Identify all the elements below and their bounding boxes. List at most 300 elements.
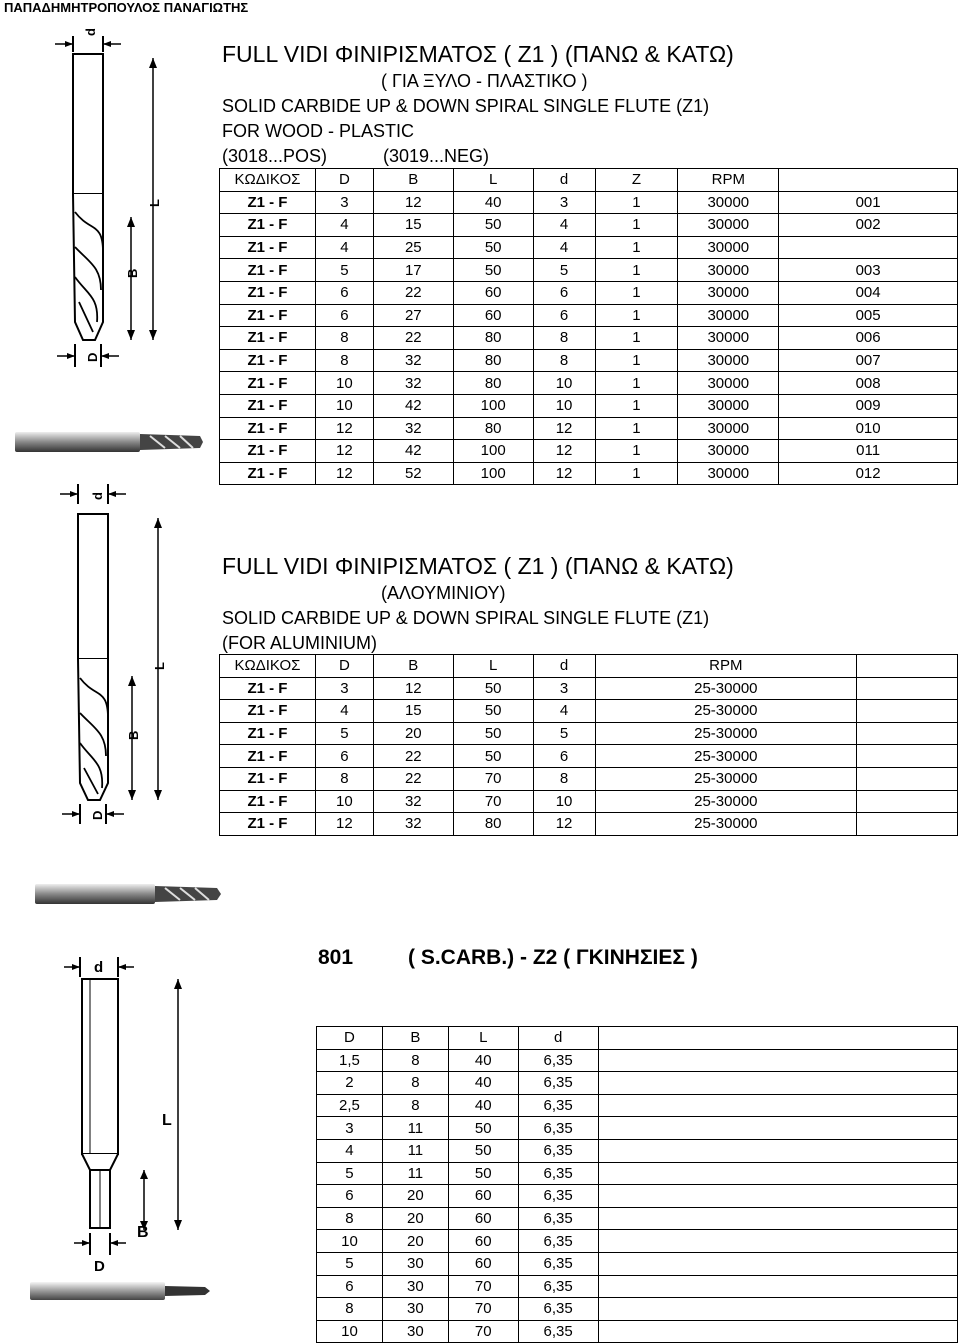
table-cell: 30000 [678, 462, 779, 485]
table-cell: 30000 [678, 281, 779, 304]
table-cell: 30 [382, 1320, 448, 1343]
table-cell: 4 [533, 700, 595, 723]
table-cell: 12 [533, 813, 595, 836]
table-cell: Z1 - F [220, 259, 316, 282]
table-row [317, 1298, 958, 1321]
section2-line1: SOLID CARBIDE UP & DOWN SPIRAL SINGLE FLUTE (Z1) [222, 608, 710, 628]
table-row [220, 281, 958, 304]
page-header: ΠΑΠΑΔΗΜΗΤΡΟΠΟΥΛΟΣ ΠΑΝΑΓΙΩΤΗΣ [4, 0, 249, 15]
table-row [220, 349, 958, 372]
table-cell: 6,35 [518, 1072, 598, 1095]
table-cell: 25-30000 [595, 677, 857, 700]
section1-subtitle: ( ΓΙΑ ΞΥΛΟ - ΠΛΑΣΤΙΚΟ ) [381, 71, 588, 91]
table-cell: 30 [382, 1275, 448, 1298]
table-cell: 4 [533, 214, 595, 237]
column-header: d [533, 655, 595, 678]
table-cell: 12 [315, 813, 373, 836]
table-cell: 80 [453, 327, 533, 350]
table-cell: 6,35 [518, 1207, 598, 1230]
table-cell: 30000 [678, 236, 779, 259]
table-row [220, 700, 958, 723]
table-cell: 1 [595, 236, 678, 259]
section2-table [219, 654, 958, 836]
table-cell: 8 [317, 1207, 383, 1230]
table-cell: 3 [315, 191, 373, 214]
label-D-3: D [94, 1258, 105, 1275]
label-B-3: B [137, 1224, 149, 1241]
table-cell: 1 [595, 281, 678, 304]
column-header: ΚΩΔΙΚΟΣ [220, 169, 316, 192]
table-cell: 10 [315, 372, 373, 395]
table-cell: 60 [453, 304, 533, 327]
section2-line2: (FOR ALUMINIUM) [222, 633, 377, 653]
table-cell: 20 [382, 1230, 448, 1253]
table-cell: 8 [382, 1049, 448, 1072]
table-cell: 8 [533, 349, 595, 372]
table-cell: 10 [533, 394, 595, 417]
label-d: d [83, 28, 98, 36]
table-cell: 50 [453, 745, 533, 768]
section1-line1: SOLID CARBIDE UP & DOWN SPIRAL SINGLE FLUTE (Z1) [222, 96, 710, 116]
router-bit-photo-2 [35, 880, 225, 910]
table-cell: Z1 - F [220, 214, 316, 237]
table-cell: 1 [595, 304, 678, 327]
label-L-3: L [162, 1112, 172, 1129]
table-row [317, 1230, 958, 1253]
table-row [317, 1320, 958, 1343]
table-row [317, 1252, 958, 1275]
table-cell: 50 [448, 1162, 518, 1185]
table-cell: 25-30000 [595, 745, 857, 768]
table-cell: 50 [453, 259, 533, 282]
table-cell: 30 [382, 1298, 448, 1321]
table-row [220, 191, 958, 214]
table-cell: 100 [453, 440, 533, 463]
table-cell: 3 [317, 1117, 383, 1140]
label-D: D [85, 352, 100, 362]
table-header-row [317, 1027, 958, 1050]
column-header: ΚΩΔΙΚΟΣ [220, 655, 316, 678]
table-cell: Z1 - F [220, 349, 316, 372]
table-cell: 42 [373, 394, 453, 417]
table-row [220, 417, 958, 440]
table-cell [857, 813, 958, 836]
table-cell: 17 [373, 259, 453, 282]
table-row [317, 1117, 958, 1140]
table-row [220, 327, 958, 350]
label-B: B [125, 268, 140, 278]
table-cell: 12 [315, 462, 373, 485]
table-cell: 4 [315, 214, 373, 237]
table-cell: 25-30000 [595, 813, 857, 836]
router-bit-drawing-3 [60, 955, 200, 1275]
table-cell: 32 [373, 349, 453, 372]
table-cell: 2,5 [317, 1094, 383, 1117]
table-cell: 012 [779, 462, 958, 485]
router-bit-drawing-1 [45, 22, 165, 382]
column-header: B [373, 655, 453, 678]
table-cell [598, 1298, 957, 1321]
table-row [317, 1162, 958, 1185]
column-header: RPM [595, 655, 857, 678]
table-cell: 32 [373, 372, 453, 395]
table-cell: 6,35 [518, 1252, 598, 1275]
table-cell: 8 [533, 327, 595, 350]
table-cell: 6 [315, 304, 373, 327]
table-cell: 009 [779, 394, 958, 417]
table-cell: 22 [373, 281, 453, 304]
table-cell: 50 [453, 677, 533, 700]
table-cell: Z1 - F [220, 304, 316, 327]
table-cell: 1 [595, 462, 678, 485]
table-cell: 30 [382, 1252, 448, 1275]
table-cell: 6,35 [518, 1275, 598, 1298]
table-cell: 22 [373, 767, 453, 790]
column-header: d [533, 169, 595, 192]
table-cell: 10 [315, 790, 373, 813]
router-bit-photo-1 [15, 428, 205, 458]
table-cell: 30000 [678, 372, 779, 395]
table-cell [598, 1185, 957, 1208]
label-d-2: d [90, 492, 105, 500]
table-cell: 1 [595, 440, 678, 463]
table-cell: 80 [453, 417, 533, 440]
table-cell: 10 [317, 1230, 383, 1253]
column-header: d [518, 1027, 598, 1050]
table-cell: 002 [779, 214, 958, 237]
table-cell: 6,35 [518, 1094, 598, 1117]
table-cell: 80 [453, 813, 533, 836]
table-cell [598, 1252, 957, 1275]
column-header: Z [595, 169, 678, 192]
table-cell: 10 [533, 790, 595, 813]
table-cell: 6 [315, 281, 373, 304]
column-header: L [453, 169, 533, 192]
column-header [857, 655, 958, 678]
table-cell: 60 [448, 1207, 518, 1230]
table-cell: 50 [453, 722, 533, 745]
table-cell: 70 [448, 1275, 518, 1298]
table-cell [857, 745, 958, 768]
table-cell: Z1 - F [220, 394, 316, 417]
table-cell: 70 [448, 1320, 518, 1343]
label-L-2: L [152, 662, 167, 670]
column-header: B [382, 1027, 448, 1050]
table-cell: 6 [317, 1185, 383, 1208]
label-L: L [147, 199, 162, 207]
table-cell: Z1 - F [220, 327, 316, 350]
table-row [220, 722, 958, 745]
table-cell: 22 [373, 327, 453, 350]
table-header-row [220, 655, 958, 678]
table-cell: 6,35 [518, 1230, 598, 1253]
table-cell: 42 [373, 440, 453, 463]
table-cell: 30000 [678, 214, 779, 237]
table-cell: 8 [317, 1298, 383, 1321]
table-cell: 30000 [678, 259, 779, 282]
table-cell: 6 [317, 1275, 383, 1298]
table-cell [598, 1320, 957, 1343]
table-cell: 10 [317, 1320, 383, 1343]
table-cell: 60 [448, 1252, 518, 1275]
table-cell [857, 790, 958, 813]
table-cell: 30000 [678, 191, 779, 214]
table-cell: 8 [533, 767, 595, 790]
table-cell: 6,35 [518, 1162, 598, 1185]
table-row [220, 813, 958, 836]
table-cell: 20 [373, 722, 453, 745]
table-cell [598, 1072, 957, 1095]
table-cell: 1 [595, 327, 678, 350]
table-cell: 40 [448, 1094, 518, 1117]
table-cell: Z1 - F [220, 677, 316, 700]
table-row [317, 1275, 958, 1298]
table-cell: 70 [453, 790, 533, 813]
column-header [779, 169, 958, 192]
section1-table [219, 168, 958, 485]
table-cell: 32 [373, 417, 453, 440]
table-cell: 12 [315, 440, 373, 463]
table-cell: 52 [373, 462, 453, 485]
table-cell [598, 1049, 957, 1072]
table-cell: 1,5 [317, 1049, 383, 1072]
table-cell: 70 [448, 1298, 518, 1321]
table-cell: 12 [315, 417, 373, 440]
column-header: L [448, 1027, 518, 1050]
table-row [220, 790, 958, 813]
table-cell: 11 [382, 1139, 448, 1162]
table-cell [598, 1162, 957, 1185]
table-cell [598, 1117, 957, 1140]
table-cell [857, 677, 958, 700]
table-cell: 6,35 [518, 1049, 598, 1072]
table-cell: 32 [373, 790, 453, 813]
table-cell: 32 [373, 813, 453, 836]
table-cell: 6 [315, 745, 373, 768]
table-cell: 5 [533, 722, 595, 745]
table-cell: 22 [373, 745, 453, 768]
table-cell: 5 [317, 1162, 383, 1185]
table-row [220, 745, 958, 768]
table-cell: 25-30000 [595, 790, 857, 813]
table-row [220, 214, 958, 237]
table-cell: Z1 - F [220, 372, 316, 395]
table-cell: 30000 [678, 327, 779, 350]
table-cell: 6,35 [518, 1320, 598, 1343]
table-cell: 6 [533, 304, 595, 327]
table-cell: 011 [779, 440, 958, 463]
table-cell: 1 [595, 417, 678, 440]
table-cell: 1 [595, 191, 678, 214]
table-cell: 12 [533, 417, 595, 440]
table-cell: 6,35 [518, 1117, 598, 1140]
table-cell: 20 [382, 1185, 448, 1208]
table-cell: 4 [315, 236, 373, 259]
table-cell: 40 [448, 1072, 518, 1095]
table-cell: 8 [382, 1072, 448, 1095]
table-cell: Z1 - F [220, 722, 316, 745]
table-row [317, 1139, 958, 1162]
table-cell: 15 [373, 700, 453, 723]
table-cell: 25-30000 [595, 767, 857, 790]
section1-title: FULL VIDI ΦΙΝΙΡΙΣΜΑΤΟΣ ( Z1 ) (ΠΑΝΩ & ΚΑΤΩ) [222, 41, 734, 67]
column-header: RPM [678, 169, 779, 192]
table-cell: 27 [373, 304, 453, 327]
section1-line3-b: (3019...NEG) [383, 146, 490, 166]
table-row [220, 767, 958, 790]
table-cell: 12 [373, 677, 453, 700]
table-cell: 5 [315, 722, 373, 745]
table-cell: 1 [595, 214, 678, 237]
table-cell: 4 [315, 700, 373, 723]
table-cell [598, 1094, 957, 1117]
table-cell: 30000 [678, 417, 779, 440]
table-cell: 30000 [678, 440, 779, 463]
table-cell: 50 [448, 1139, 518, 1162]
table-row [220, 259, 958, 282]
table-cell: 5 [315, 259, 373, 282]
table-row [317, 1207, 958, 1230]
table-cell: 30000 [678, 394, 779, 417]
table-cell: 12 [373, 191, 453, 214]
table-row [220, 677, 958, 700]
table-cell: 008 [779, 372, 958, 395]
table-row [220, 372, 958, 395]
table-cell: 40 [453, 191, 533, 214]
label-B-2: B [126, 730, 141, 740]
table-cell [857, 700, 958, 723]
table-cell: 10 [315, 394, 373, 417]
table-cell: 8 [315, 349, 373, 372]
table-cell: 005 [779, 304, 958, 327]
section1-line2: FOR WOOD - PLASTIC [222, 121, 415, 141]
table-cell: 4 [317, 1139, 383, 1162]
table-cell: 30000 [678, 349, 779, 372]
table-cell: 50 [453, 236, 533, 259]
column-header: D [315, 655, 373, 678]
table-row [220, 462, 958, 485]
table-cell: Z1 - F [220, 281, 316, 304]
table-cell [598, 1275, 957, 1298]
table-cell: 004 [779, 281, 958, 304]
table-cell: Z1 - F [220, 700, 316, 723]
section3-table [316, 1026, 958, 1343]
table-cell: Z1 - F [220, 790, 316, 813]
table-cell: 100 [453, 462, 533, 485]
table-cell: 60 [448, 1185, 518, 1208]
label-d-3: d [94, 959, 104, 976]
table-cell [857, 767, 958, 790]
table-cell: 5 [533, 259, 595, 282]
table-cell: 11 [382, 1117, 448, 1140]
table-cell: 50 [453, 700, 533, 723]
table-cell: Z1 - F [220, 745, 316, 768]
section2-title: FULL VIDI ΦΙΝΙΡΙΣΜΑΤΟΣ ( Z1 ) (ΠΑΝΩ & ΚΑΤΩ) [222, 553, 734, 579]
table-cell: 25-30000 [595, 722, 857, 745]
table-cell: 10 [533, 372, 595, 395]
table-cell: 80 [453, 349, 533, 372]
table-cell: 60 [453, 281, 533, 304]
table-cell: 6 [533, 745, 595, 768]
table-cell: 70 [453, 767, 533, 790]
table-cell: 3 [533, 677, 595, 700]
table-cell: Z1 - F [220, 813, 316, 836]
table-row [220, 394, 958, 417]
column-header: D [317, 1027, 383, 1050]
table-cell: 30000 [678, 304, 779, 327]
table-cell: 25 [373, 236, 453, 259]
section2-subtitle: (ΑΛΟΥΜΙΝΙΟΥ) [381, 583, 506, 603]
table-cell [779, 236, 958, 259]
table-cell: 2 [317, 1072, 383, 1095]
table-cell: 010 [779, 417, 958, 440]
table-cell: 25-30000 [595, 700, 857, 723]
table-cell: 006 [779, 327, 958, 350]
section3-title: ( S.CARB.) - Z2 ( ΓΚΙΝΗΣΙΕΣ ) [408, 946, 698, 969]
table-cell: 8 [382, 1094, 448, 1117]
column-header: D [315, 169, 373, 192]
table-cell: Z1 - F [220, 440, 316, 463]
table-row [317, 1072, 958, 1095]
table-cell: 1 [595, 259, 678, 282]
table-row [220, 440, 958, 463]
column-header: B [373, 169, 453, 192]
table-cell: 6,35 [518, 1185, 598, 1208]
table-cell: 5 [317, 1252, 383, 1275]
table-cell: 1 [595, 349, 678, 372]
section3-code: 801 [318, 946, 354, 969]
section1-line3-a: (3018...POS) [222, 146, 328, 166]
table-cell [857, 722, 958, 745]
table-cell: 11 [382, 1162, 448, 1185]
table-cell: Z1 - F [220, 417, 316, 440]
table-cell: 20 [382, 1207, 448, 1230]
label-D-2: D [90, 810, 105, 820]
table-cell: 6,35 [518, 1298, 598, 1321]
table-cell: 3 [533, 191, 595, 214]
table-cell: 6,35 [518, 1139, 598, 1162]
table-row [317, 1185, 958, 1208]
table-cell: 60 [448, 1230, 518, 1253]
router-bit-photo-3 [30, 1276, 220, 1306]
table-cell [598, 1230, 957, 1253]
table-cell: 12 [533, 462, 595, 485]
column-header [598, 1027, 957, 1050]
table-cell: 4 [533, 236, 595, 259]
table-cell: 80 [453, 372, 533, 395]
table-cell: 8 [315, 327, 373, 350]
table-cell: Z1 - F [220, 191, 316, 214]
table-cell: 8 [315, 767, 373, 790]
table-row [220, 304, 958, 327]
table-cell: 003 [779, 259, 958, 282]
column-header: L [453, 655, 533, 678]
table-header-row [220, 169, 958, 192]
table-cell: 40 [448, 1049, 518, 1072]
table-row [317, 1094, 958, 1117]
table-cell: Z1 - F [220, 767, 316, 790]
table-cell: Z1 - F [220, 462, 316, 485]
table-cell: 1 [595, 394, 678, 417]
table-cell: 12 [533, 440, 595, 463]
table-cell: 50 [453, 214, 533, 237]
table-cell: 3 [315, 677, 373, 700]
table-cell [598, 1207, 957, 1230]
table-cell: 100 [453, 394, 533, 417]
table-cell: 6 [533, 281, 595, 304]
table-cell: 50 [448, 1117, 518, 1140]
table-cell: Z1 - F [220, 236, 316, 259]
